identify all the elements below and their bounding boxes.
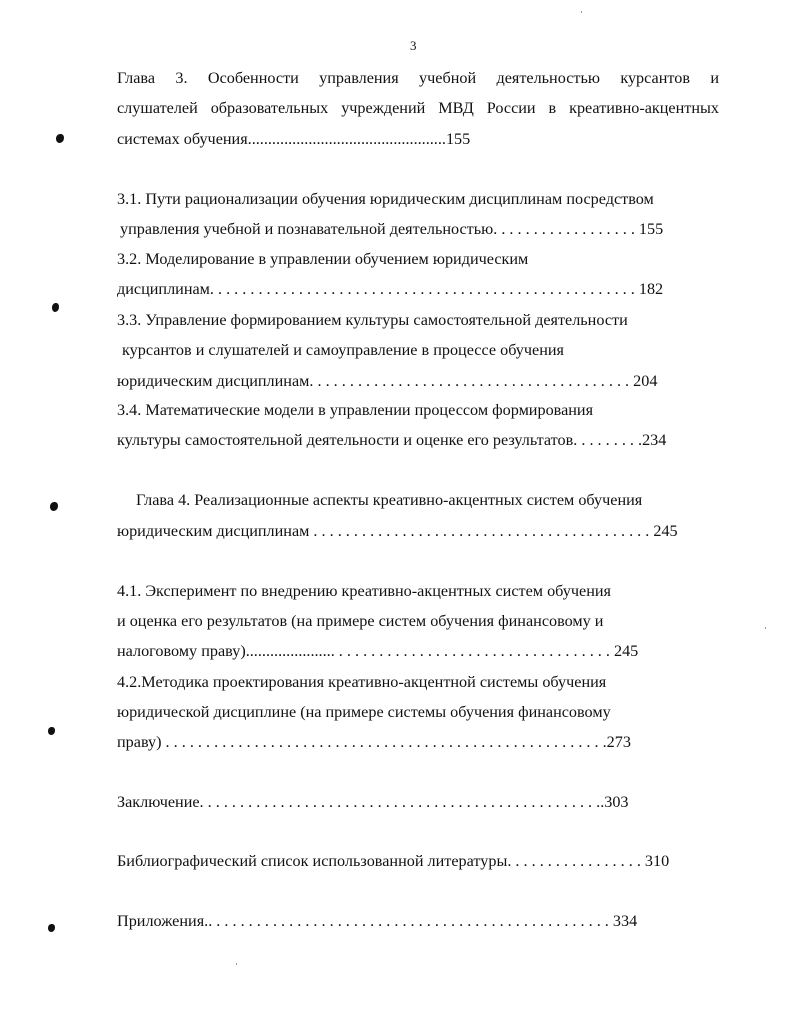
section-4-1-line-1: 4.1. Эксперимент по внедрению креативно-акцентных систем обучения: [117, 582, 611, 600]
toc-entry-appendices: Приложения.. . . . . . . . . . . . . . . . . . . . . . . . . . . . . . . . . . . . . . . . . . . . . . . . . . 334: [117, 912, 638, 930]
section-4-2-line-1: 4.2.Методика проектирования креативно-акцентной системы обучения: [117, 673, 607, 691]
binder-hole-mark: [52, 303, 59, 312]
chapter-3-heading-line-3: системах обучения.................................................155: [117, 130, 471, 148]
scan-speck: [581, 11, 582, 13]
section-4-1-line-2: и оценка его результатов (на примере систем обучения финансовому и: [117, 612, 604, 630]
binder-hole-mark: [48, 727, 55, 735]
scan-speck: [765, 627, 766, 629]
section-3-1-line-1: 3.1. Пути рационализации обучения юридическим дисциплинам посредством: [117, 190, 654, 208]
binder-hole-mark: [56, 134, 64, 143]
binder-hole-mark: [50, 502, 58, 511]
section-3-1-line-2: управления учебной и познавательной деятельностью. . . . . . . . . . . . . . . . . . 155: [120, 220, 664, 238]
binder-hole-mark: [48, 924, 55, 932]
section-3-4-line-1: 3.4. Математические модели в управлении процессом формирования: [117, 401, 594, 419]
section-4-2-line-2: юридической дисциплине (на примере системы обучения финансовому: [117, 703, 611, 721]
chapter-4-heading-line-2: юридическим дисциплинам . . . . . . . . . . . . . . . . . . . . . . . . . . . . . . . . . . . . . . . . . . 245: [117, 522, 678, 540]
chapter-4-heading-line-1: Глава 4. Реализационные аспекты креативно-акцентных систем обучения: [136, 491, 643, 509]
chapter-3-heading-line-2: слушателей образовательных учреждений МВД России в креативно-акцентных: [117, 99, 719, 117]
section-3-4-line-2: культуры самостоятельной деятельности и оценке его результатов. . . . . . . . .234: [117, 431, 667, 449]
section-4-1-line-3: налоговому праву)...................... . . . . . . . . . . . . . . . . . . . . . . . . . . . . . . . . . . 245: [117, 642, 639, 660]
scan-speck: [236, 963, 237, 965]
section-4-2-line-3: праву) . . . . . . . . . . . . . . . . . . . . . . . . . . . . . . . . . . . . . . . . . . . . . . . . . . . . . . .273: [117, 733, 631, 751]
section-3-2-line-2: дисциплинам. . . . . . . . . . . . . . . . . . . . . . . . . . . . . . . . . . . . . . . . . . . . . . . . . . . . . 182: [117, 280, 664, 298]
section-3-3-line-1: 3.3. Управление формированием культуры самостоятельной деятельности: [117, 311, 628, 329]
section-3-3-line-3: юридическим дисциплинам. . . . . . . . . . . . . . . . . . . . . . . . . . . . . . . . . . . . . . . . 204: [117, 372, 658, 390]
chapter-3-heading-line-1: Глава 3. Особенности управления учебной деятельностью курсантов и: [117, 69, 719, 87]
toc-entry-conclusion: Заключение. . . . . . . . . . . . . . . . . . . . . . . . . . . . . . . . . . . . . . . . . . . . . . . . . ..303: [117, 793, 629, 811]
page-number: 3: [410, 38, 417, 53]
toc-entry-bibliography: Библиографический список использованной литературы. . . . . . . . . . . . . . . . . 310: [117, 852, 670, 870]
section-3-3-line-2: курсантов и слушателей и самоуправление в процессе обучения: [122, 341, 565, 359]
section-3-2-line-1: 3.2. Моделирование в управлении обучением юридическим: [117, 250, 529, 268]
